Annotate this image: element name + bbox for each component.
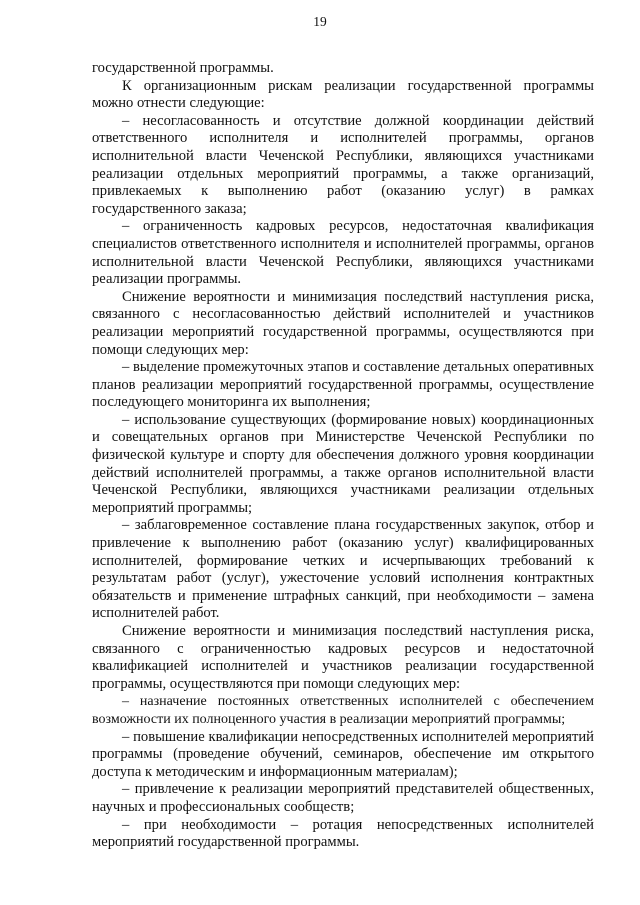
list-item-communities: – привлечение к реализации мероприятий представителей общественных, научных и профессиональных сообществ; — [92, 781, 594, 815]
paragraph-continuation: государственной программы. — [92, 60, 274, 76]
list-item-procurement-plan: – заблаговременное составление плана государственных закупок, отбор и привлечение к выполнению работ (оказанию услуг) квалифицированных исполнителей, формирование четких и исчерпывающих требований к результатам работ (услуг), ужесточение условий исполнения контрактных обязательств и применение штрафных санкций, при необходимости – замена исполнителей работ. — [92, 517, 594, 622]
document-body — [92, 60, 594, 852]
page-number: 19 — [313, 14, 327, 29]
list-item-rotation: – при необходимости – ротация непосредственных исполнителей мероприятий государственной программы. — [92, 816, 594, 851]
list-item-staff-risk: – ограниченность кадровых ресурсов, недостаточная квалификация специалистов ответственного исполнителя и исполнителей программы, органов исполнительной власти Чеченской Республики, являющихся участниками реализации программы. — [92, 218, 594, 288]
paragraph-org-risks-intro: К организационным рискам реализации государственной программы можно отнести следующие: — [92, 77, 594, 112]
list-item-interim-stages: – выделение промежуточных этапов и составление детальных оперативных планов реализации мероприятий государственной программы, осуществление последующего мониторинга их выполнения; — [92, 359, 594, 411]
paragraph-coordination-measures-intro: Снижение вероятности и минимизация последствий наступления риска, связанного с несогласованностью действий исполнителей и участников реализации мероприятий государственной программы, осуществляются при помощи следующих мер: — [92, 288, 594, 358]
list-item-permanent-executors: – назначение постоянных ответственных исполнителей с обеспечением возможности их полноценного участия в реализации мероприятий программы; — [92, 694, 594, 727]
paragraph-staff-measures-intro: Снижение вероятности и минимизация последствий наступления риска, связанного с ограниченностью кадровых ресурсов и недостаточной квалификацией исполнителей и участников реализации государственной программы, осуществляются при помощи следующих мер: — [92, 623, 594, 692]
list-item-qualification: – повышение квалификации непосредственных исполнителей мероприятий программы (проведение обучений, семинаров, обеспечение им открытого доступа к методическим и информационным материалам); — [92, 728, 594, 780]
list-item-coordination-bodies: – использование существующих (формирование новых) координационных и совещательных органов при Министерстве Чеченской Республики по физической культуре и спорту для обеспечения должного уровня координации действий исполнителей программы, а также органов исполнительной власти Чеченской Республики, являющихся участниками реализации отдельных мероприятий программы; — [92, 411, 594, 516]
list-item-coordination-risk: – несогласованность и отсутствие должной координации действий ответственного исполнителя и исполнителей программы, органов исполнительной власти Чеченской Республики, являющихся участниками реализации отдельных мероприятий программы, а также организаций, привлекаемых к выполнению работ (оказанию услуг) в рамках государственного заказа; — [92, 112, 594, 217]
